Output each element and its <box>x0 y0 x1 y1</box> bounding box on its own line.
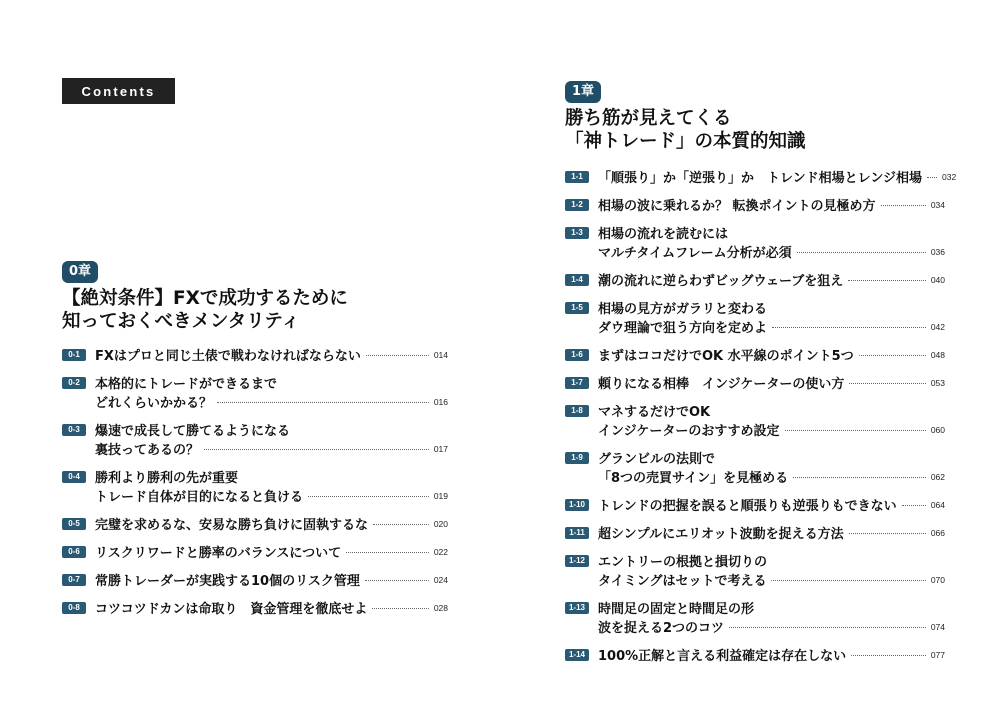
entry-line <box>95 392 448 411</box>
chapter-entries <box>62 345 448 617</box>
entry-line <box>95 439 448 458</box>
entry-number-badge: 1-10 <box>565 499 589 511</box>
entry-line <box>95 486 448 505</box>
entry-body <box>598 270 945 289</box>
entry-line <box>95 467 448 486</box>
entry-number-badge: 0-3 <box>62 424 86 436</box>
entry-title: 本格的にトレードができるまで <box>95 377 278 392</box>
entry-body <box>598 495 945 514</box>
chapter-0 <box>62 260 448 626</box>
entry-line <box>598 373 945 392</box>
toc-entry <box>62 514 448 533</box>
entry-title: マルチタイムフレーム分析が必須 <box>598 246 792 261</box>
entry-body <box>598 523 945 542</box>
dot-leader <box>204 449 429 450</box>
dot-leader <box>849 533 926 534</box>
entry-number-badge: 1-5 <box>565 302 589 314</box>
dot-leader <box>797 252 926 253</box>
page-number: 064 <box>930 499 945 510</box>
page-number: 040 <box>930 274 945 285</box>
chapter-1 <box>565 80 957 673</box>
entry-number-badge: 0-7 <box>62 574 86 586</box>
entry-title: まずはココだけでOK 水平線のポイント5つ <box>598 349 854 364</box>
entry-body <box>598 345 945 364</box>
chapter-title <box>62 287 448 333</box>
entry-line <box>598 420 945 439</box>
entry-title: コツコツドカンは命取り 資金管理を徹底せよ <box>95 602 368 617</box>
entry-title: 相場の流れを読むには <box>598 227 729 242</box>
entry-number-badge: 0-6 <box>62 546 86 558</box>
chapter-badge: 1章 <box>565 81 601 103</box>
entry-number-badge: 1-11 <box>565 527 589 539</box>
entry-line <box>95 373 448 392</box>
page-number: 042 <box>930 321 945 332</box>
entry-body <box>95 570 448 589</box>
toc-entry <box>62 598 448 617</box>
toc-entry <box>565 401 945 439</box>
entry-title: トレンドの把握を誤ると順張りも逆張りもできない <box>598 499 897 514</box>
dot-leader <box>881 205 926 206</box>
entry-number-badge: 0-4 <box>62 471 86 483</box>
entry-title: 100%正解と言える利益確定は存在しない <box>598 649 847 664</box>
entry-body <box>95 373 448 411</box>
dot-leader <box>772 327 926 328</box>
entry-number-badge: 0-2 <box>62 377 86 389</box>
page-number: 028 <box>433 602 448 613</box>
entry-body <box>95 514 448 533</box>
page-number: 017 <box>433 443 448 454</box>
entry-line <box>598 551 945 570</box>
entry-line <box>598 570 945 589</box>
entry-number-badge: 1-1 <box>565 171 589 183</box>
entry-body <box>95 467 448 505</box>
dot-leader <box>785 430 926 431</box>
dot-leader <box>346 552 429 553</box>
page-number: 032 <box>942 171 957 182</box>
toc-entry <box>565 448 945 486</box>
entry-line <box>598 298 945 317</box>
dot-leader <box>902 505 926 506</box>
chapter-entries <box>565 167 957 664</box>
dot-leader <box>365 580 429 581</box>
entry-title: 勝利より勝利の先が重要 <box>95 471 239 486</box>
entry-line <box>598 448 945 467</box>
dot-leader <box>373 524 429 525</box>
entry-title: エントリーの根拠と損切りの <box>598 555 768 570</box>
entry-line <box>598 401 945 420</box>
entry-number-badge: 1-9 <box>565 452 589 464</box>
toc-entry <box>565 298 945 336</box>
page-number: 077 <box>930 649 945 660</box>
toc-entry <box>565 195 945 214</box>
entry-title: 「順張り」か「逆張り」か トレンド相場とレンジ相場 <box>598 171 923 186</box>
page-number: 060 <box>930 424 945 435</box>
entry-title: ダウ理論で狙う方向を定めよ <box>598 321 768 336</box>
entry-title: 潮の流れに逆らわずビッグウェーブを狙え <box>598 274 844 289</box>
entry-title: リスクリワードと勝率のバランスについて <box>95 546 342 561</box>
entry-line <box>598 195 945 214</box>
entry-title: トレード自体が目的になると負ける <box>95 490 304 505</box>
entry-number-badge: 1-6 <box>565 349 589 361</box>
toc-entry <box>62 373 448 411</box>
page-number: 066 <box>930 527 945 538</box>
entry-body <box>598 195 945 214</box>
entry-line <box>95 598 448 617</box>
entry-line <box>598 645 945 664</box>
toc-entry <box>565 598 945 636</box>
entry-line <box>598 270 945 289</box>
entry-number-badge: 0-1 <box>62 349 86 361</box>
entry-line <box>598 167 957 186</box>
toc-entry <box>565 373 945 392</box>
entry-number-badge: 1-3 <box>565 227 589 239</box>
page-number: 053 <box>930 377 945 388</box>
toc-entry <box>62 467 448 505</box>
entry-line <box>598 495 945 514</box>
entry-number-badge: 1-2 <box>565 199 589 211</box>
entry-title: 相場の波に乗れるか？ 転換ポイントの見極め方 <box>598 199 876 214</box>
page-number: 014 <box>433 349 448 360</box>
chapter-title-line2: 知っておくべきメンタリティ <box>62 311 300 332</box>
dot-leader <box>851 655 926 656</box>
entry-title: 時間足の固定と時間足の形 <box>598 602 755 617</box>
entry-body <box>598 551 945 589</box>
entry-body <box>95 542 448 561</box>
entry-line <box>598 598 945 617</box>
toc-entry <box>565 645 945 664</box>
entry-title: 爆速で成長して勝てるようになる <box>95 424 291 439</box>
entry-body <box>598 223 945 261</box>
entry-number-badge: 1-14 <box>565 649 589 661</box>
entry-body <box>95 420 448 458</box>
toc-entry <box>565 523 945 542</box>
entry-line <box>598 617 945 636</box>
entry-line <box>598 523 945 542</box>
entry-line <box>598 317 945 336</box>
page-number: 020 <box>433 518 448 529</box>
entry-title: グランビルの法則で <box>598 452 716 467</box>
entry-number-badge: 1-13 <box>565 602 589 614</box>
dot-leader <box>859 355 926 356</box>
page-number: 062 <box>930 471 945 482</box>
toc-entry <box>565 345 945 364</box>
entry-title: タイミングはセットで考える <box>598 574 767 589</box>
page-number: 019 <box>433 490 448 501</box>
toc-entry <box>62 542 448 561</box>
page-number: 036 <box>930 246 945 257</box>
dot-leader <box>308 496 429 497</box>
entry-number-badge: 0-5 <box>62 518 86 530</box>
dot-leader <box>927 177 937 178</box>
page-number: 022 <box>433 546 448 557</box>
entry-body <box>598 448 945 486</box>
page-number: 070 <box>930 574 945 585</box>
dot-leader <box>366 355 429 356</box>
entry-number-badge: 1-12 <box>565 555 589 567</box>
entry-line <box>598 345 945 364</box>
page-number: 074 <box>930 621 945 632</box>
chapter-title-line1: 【絶対条件】FXで成功するために <box>62 288 348 309</box>
entry-title: 波を捉える2つのコツ <box>598 621 725 636</box>
entry-number-badge: 1-4 <box>565 274 589 286</box>
entry-body <box>598 298 945 336</box>
dot-leader <box>729 627 926 628</box>
entry-line <box>95 542 448 561</box>
entry-line <box>598 467 945 486</box>
page-number: 034 <box>930 199 945 210</box>
entry-line <box>95 570 448 589</box>
entry-title: 頼りになる相棒 インジケーターの使い方 <box>598 377 845 392</box>
page-number: 048 <box>930 349 945 360</box>
entry-body <box>95 598 448 617</box>
toc-entry <box>565 270 945 289</box>
entry-number-badge: 1-8 <box>565 405 589 417</box>
entry-number-badge: 1-7 <box>565 377 589 389</box>
toc-entry <box>565 223 945 261</box>
entry-title: インジケーターのおすすめ設定 <box>598 424 780 439</box>
chapter-title <box>565 107 945 153</box>
dot-leader <box>793 477 926 478</box>
toc-entry <box>62 420 448 458</box>
entry-title: どれくらいかかる？ <box>95 396 213 411</box>
dot-leader <box>372 608 428 609</box>
entry-number-badge: 0-8 <box>62 602 86 614</box>
entry-title: 「8つの売買サイン」を見極める <box>598 471 789 486</box>
dot-leader <box>217 402 429 403</box>
entry-title: FXはプロと同じ土俵で戦わなければならない <box>95 349 361 364</box>
dot-leader <box>771 580 925 581</box>
entry-body <box>598 401 945 439</box>
entry-body <box>598 598 945 636</box>
entry-line <box>95 514 448 533</box>
toc-entry <box>565 495 945 514</box>
toc-entry <box>62 570 448 589</box>
entry-line <box>598 242 945 261</box>
entry-body <box>598 373 945 392</box>
entry-body <box>95 345 448 364</box>
entry-title: 完璧を求めるな、安易な勝ち負けに固執するな <box>95 518 369 533</box>
entry-line <box>95 345 448 364</box>
entry-title: 超シンプルにエリオット波動を捉える方法 <box>598 527 844 542</box>
entry-body <box>598 167 957 186</box>
entry-title: 相場の見方がガラリと変わる <box>598 302 768 317</box>
entry-line <box>95 420 448 439</box>
dot-leader <box>848 280 926 281</box>
toc-entry <box>62 345 448 364</box>
dot-leader <box>849 383 925 384</box>
chapter-badge: 0章 <box>62 261 98 283</box>
contents-label: Contents <box>62 78 175 104</box>
chapter-title-line2: 「神トレード」の本質的知識 <box>565 131 806 152</box>
page-number: 024 <box>433 574 448 585</box>
toc-entry <box>565 551 945 589</box>
entry-title: 常勝トレーダーが実践する10個のリスク管理 <box>95 574 360 589</box>
entry-title: 裏技ってあるの？ <box>95 443 200 458</box>
toc-entry <box>565 167 957 186</box>
entry-body <box>598 645 945 664</box>
page-number: 016 <box>433 396 448 407</box>
entry-title: マネするだけでOK <box>598 405 711 420</box>
chapter-title-line1: 勝ち筋が見えてくる <box>565 108 732 129</box>
entry-line <box>598 223 945 242</box>
